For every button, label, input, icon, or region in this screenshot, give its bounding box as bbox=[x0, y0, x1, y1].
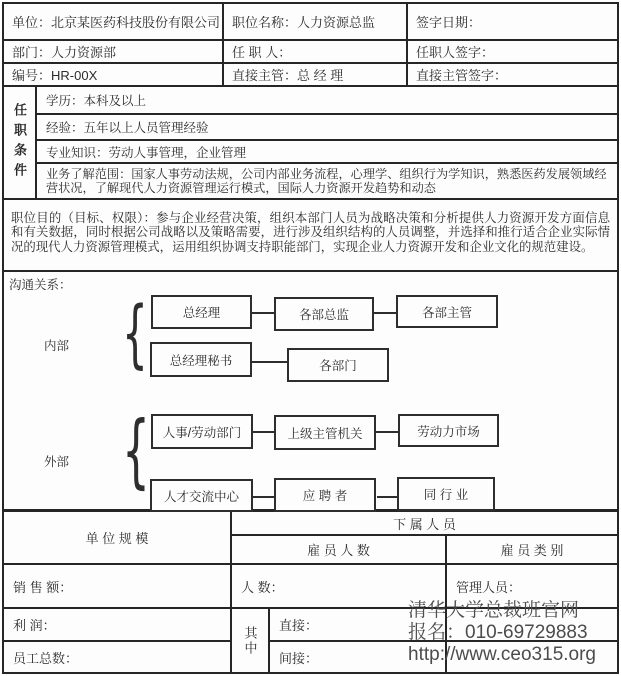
position-name-field: 职位名称：人力资源总监 bbox=[224, 4, 408, 39]
unit-field: 单位：北京某医药科技股份有限公司 bbox=[4, 4, 224, 39]
communication-label: 沟通关系： bbox=[9, 278, 72, 292]
unit-scale-header: 单 位 规 模 bbox=[4, 512, 230, 565]
diagram-box-talent-exchange-center: 人才交流中心 bbox=[150, 479, 253, 512]
total-staff-field: 员工总数： bbox=[13, 650, 79, 666]
connector-line bbox=[377, 496, 397, 498]
headcount-header: 雇 员 人 数 bbox=[232, 536, 447, 563]
supervisor-signature-field: 直接主管签字： bbox=[416, 68, 508, 83]
direct-field: 直接： bbox=[270, 609, 447, 642]
watermark-phone: 报名：010-69729883 bbox=[408, 622, 588, 643]
among-which-label: 其中 bbox=[232, 609, 270, 672]
internal-group-label: 内部 bbox=[44, 339, 70, 353]
education-row: 学历：本科及以上 bbox=[37, 87, 617, 115]
sales-field: 销 售 额： bbox=[4, 565, 230, 609]
connector-line bbox=[252, 312, 274, 314]
connector-line bbox=[253, 431, 274, 433]
profit-field: 利 润： bbox=[4, 609, 230, 642]
qualifications-section bbox=[4, 87, 617, 200]
watermark bbox=[408, 600, 596, 666]
position-purpose-paragraph: 职位目的（目标、权限）：参与企业经营决策，组织本部门人员为战略决策和分析提供人力资源开发方面信息和有关数据，同时根据公司战略以及策略需要，进行涉及组织结构的人员调整，并选择和推行适合企业实际情况的现代人力资源管理模式，运用组织协调支持职能部门，实现企业人力资源开发和企业文化的规范建设。 bbox=[4, 200, 617, 272]
incumbent-signature-field: 任职人签字： bbox=[416, 45, 495, 60]
supervisor-field: 直接主管：总 经 理 bbox=[224, 64, 408, 85]
connector-line bbox=[374, 312, 396, 314]
job-description-form bbox=[2, 2, 619, 674]
qualifications-rows bbox=[37, 87, 617, 198]
connector-line bbox=[253, 496, 274, 498]
diagram-box-dept-directors: 各部总监 bbox=[274, 297, 374, 331]
subordinates-header: 下 属 人 员 bbox=[232, 512, 617, 536]
knowledge-row: 专业知识：劳动人事管理，企业管理 bbox=[37, 141, 617, 164]
diagram-box-same-industry: 同 行 业 bbox=[397, 477, 495, 511]
managers-field: 管理人员： bbox=[456, 579, 522, 595]
watermark-url: http://www.ceo315.org bbox=[408, 644, 596, 665]
indirect-field: 间接： bbox=[270, 642, 447, 672]
diagram-box-labor-market: 劳动力市场 bbox=[398, 414, 499, 447]
diagram-box-dept-supervisors: 各部主管 bbox=[396, 295, 498, 328]
subordinates-subheaders bbox=[232, 536, 617, 565]
incumbent-field: 任 职 人： bbox=[224, 41, 408, 62]
external-group-label: 外部 bbox=[44, 455, 70, 469]
diagram-box-general-manager: 总经理 bbox=[151, 295, 252, 329]
header-row-3 bbox=[4, 64, 617, 87]
experience-row: 经验：五年以上人员管理经验 bbox=[37, 115, 617, 142]
category-header: 雇 员 类 别 bbox=[500, 543, 564, 558]
qualifications-side-label: 任职条件 bbox=[4, 87, 37, 198]
header-row-1 bbox=[4, 4, 617, 41]
diagram-box-higher-authority: 上级主管机关 bbox=[274, 415, 376, 450]
count-field: 人 数： bbox=[232, 565, 447, 607]
department-field: 部门：人力资源部 bbox=[4, 41, 224, 62]
diagram-box-gm-secretary: 总经理秘书 bbox=[150, 342, 252, 377]
watermark-site-name: 清华大学总裁班官网 bbox=[408, 600, 580, 621]
header-row-2 bbox=[4, 41, 617, 64]
unit-scale-column bbox=[4, 512, 232, 672]
sign-date-field: 签字日期： bbox=[416, 15, 482, 30]
diagram-box-personnel-labor-dept: 人事/劳动部门 bbox=[151, 414, 253, 449]
diagram-box-applicants: 应 聘 者 bbox=[274, 478, 376, 512]
brace-icon: { bbox=[122, 404, 150, 497]
communication-section bbox=[4, 272, 617, 512]
code-field: 编号：HR-00X bbox=[4, 64, 224, 85]
brace-icon: { bbox=[122, 291, 148, 377]
diagram-box-departments: 各部门 bbox=[287, 348, 389, 382]
connector-line bbox=[376, 431, 398, 433]
business-scope-row: 业务了解范围：国家人事劳动法规，公司内部业务流程，心理学、组织行为学知识，熟悉医药发展领域经营状况，了解现代人力资源管理运行模式，国际人力资源开发趋势和动态 bbox=[46, 167, 607, 195]
connector-line bbox=[252, 361, 287, 363]
